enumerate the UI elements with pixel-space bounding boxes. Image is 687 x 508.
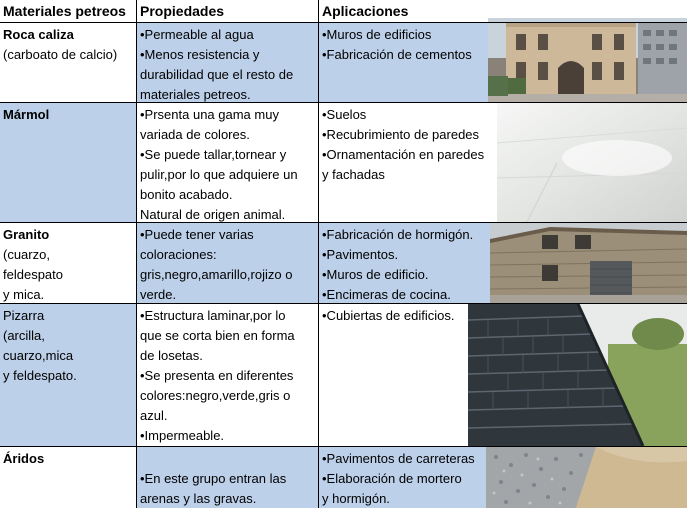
material-name: Áridos [3,451,45,466]
row-granito-props [137,223,318,303]
row-marmol-name [0,103,136,222]
prop-line: •Se puede tallar,tornear y [140,147,287,162]
app-line: y fachadas [322,167,385,182]
app-line: •Pavimentos de carreteras [322,451,475,466]
material-composition: feldespato [3,267,63,282]
prop-line: azul. [140,408,168,423]
row-aridos-name [0,447,136,508]
app-line: •Cubiertas de edificios. [322,308,455,323]
material-composition: (arcilla, [3,328,45,343]
app-line: •Muros de edificios [322,27,432,42]
app-line: •Fabricación de hormigón. [322,227,474,242]
gravel-sand-photo [486,447,687,508]
prop-line: •Impermeable. [140,428,225,443]
material-name: Mármol [3,107,50,122]
header-aplicaciones: Aplicaciones [319,0,687,22]
column-divider [136,0,137,508]
row-divider [0,102,687,103]
material-composition: y mica. [3,287,45,302]
row-pizarra-name [0,304,136,446]
prop-line: bonito acabado. [140,187,233,202]
material-name: Granito [3,227,50,242]
material-name: Pizarra [3,308,45,323]
prop-line: verde. [140,287,177,302]
prop-line: gris,negro,amarillo,rojizo o [140,267,293,282]
row-caliza-props [137,23,318,102]
prop-line: variada de colores. [140,127,250,142]
prop-line: coloraciones: [140,247,217,262]
prop-line: que se corta bien en forma [140,328,295,343]
column-divider [318,0,319,508]
material-name: Roca caliza [3,27,74,42]
prop-line: •En este grupo entran las [140,471,287,486]
app-line: •Fabricación de cementos [322,47,472,62]
app-line: •Recubrimiento de paredes [322,127,480,142]
app-line: •Ornamentación en paredes [322,147,485,162]
prop-line: de losetas. [140,348,203,363]
app-line: y hormigón. [322,491,390,506]
prop-line: Natural de origen animal. [140,207,286,222]
prop-line: •Prsenta una gama muy [140,107,279,122]
row-granito-name [0,223,136,303]
prop-line: durabilidad que el resto de [140,67,294,82]
row-aridos-props [137,447,318,508]
app-line: •Encimeras de cocina. [322,287,451,302]
prop-line: •Menos resistencia y [140,47,260,62]
row-divider [0,446,687,447]
app-line: •Suelos [322,107,367,122]
row-divider [0,222,687,223]
row-caliza-name [0,23,136,102]
app-line: •Elaboración de mortero [322,471,462,486]
prop-line: materiales petreos. [140,87,251,102]
material-composition: cuarzo,mica [3,348,74,363]
prop-line: •Se presenta en diferentes [140,368,294,383]
prop-line: •Permeable al agua [140,27,254,42]
prop-line: •Puede tener varias [140,227,254,242]
app-line: •Muros de edificio. [322,267,429,282]
prop-line: arenas y las gravas. [140,491,257,506]
material-composition: y feldespato. [3,368,77,383]
stone-building-photo [488,18,687,102]
material-composition: (cuarzo, [3,247,50,262]
row-divider [0,303,687,304]
prop-line [140,449,315,469]
row-divider [0,22,687,23]
row-pizarra-props [137,304,318,446]
app-line: •Pavimentos. [322,247,399,262]
header-propiedades: Propiedades [137,0,318,22]
slate-roof-photo [468,304,687,446]
prop-line: colores:negro,verde,gris o [140,388,291,403]
prop-line: pulir,por lo que adquiere un [140,167,298,182]
row-marmol-props [137,103,318,222]
granite-house-photo [490,223,687,303]
material-composition: (carboato de calcio) [3,47,118,62]
header-materiales: Materiales petreos [0,0,136,22]
prop-line: •Estructura laminar,por lo [140,308,286,323]
marble-floor-photo [497,103,687,222]
